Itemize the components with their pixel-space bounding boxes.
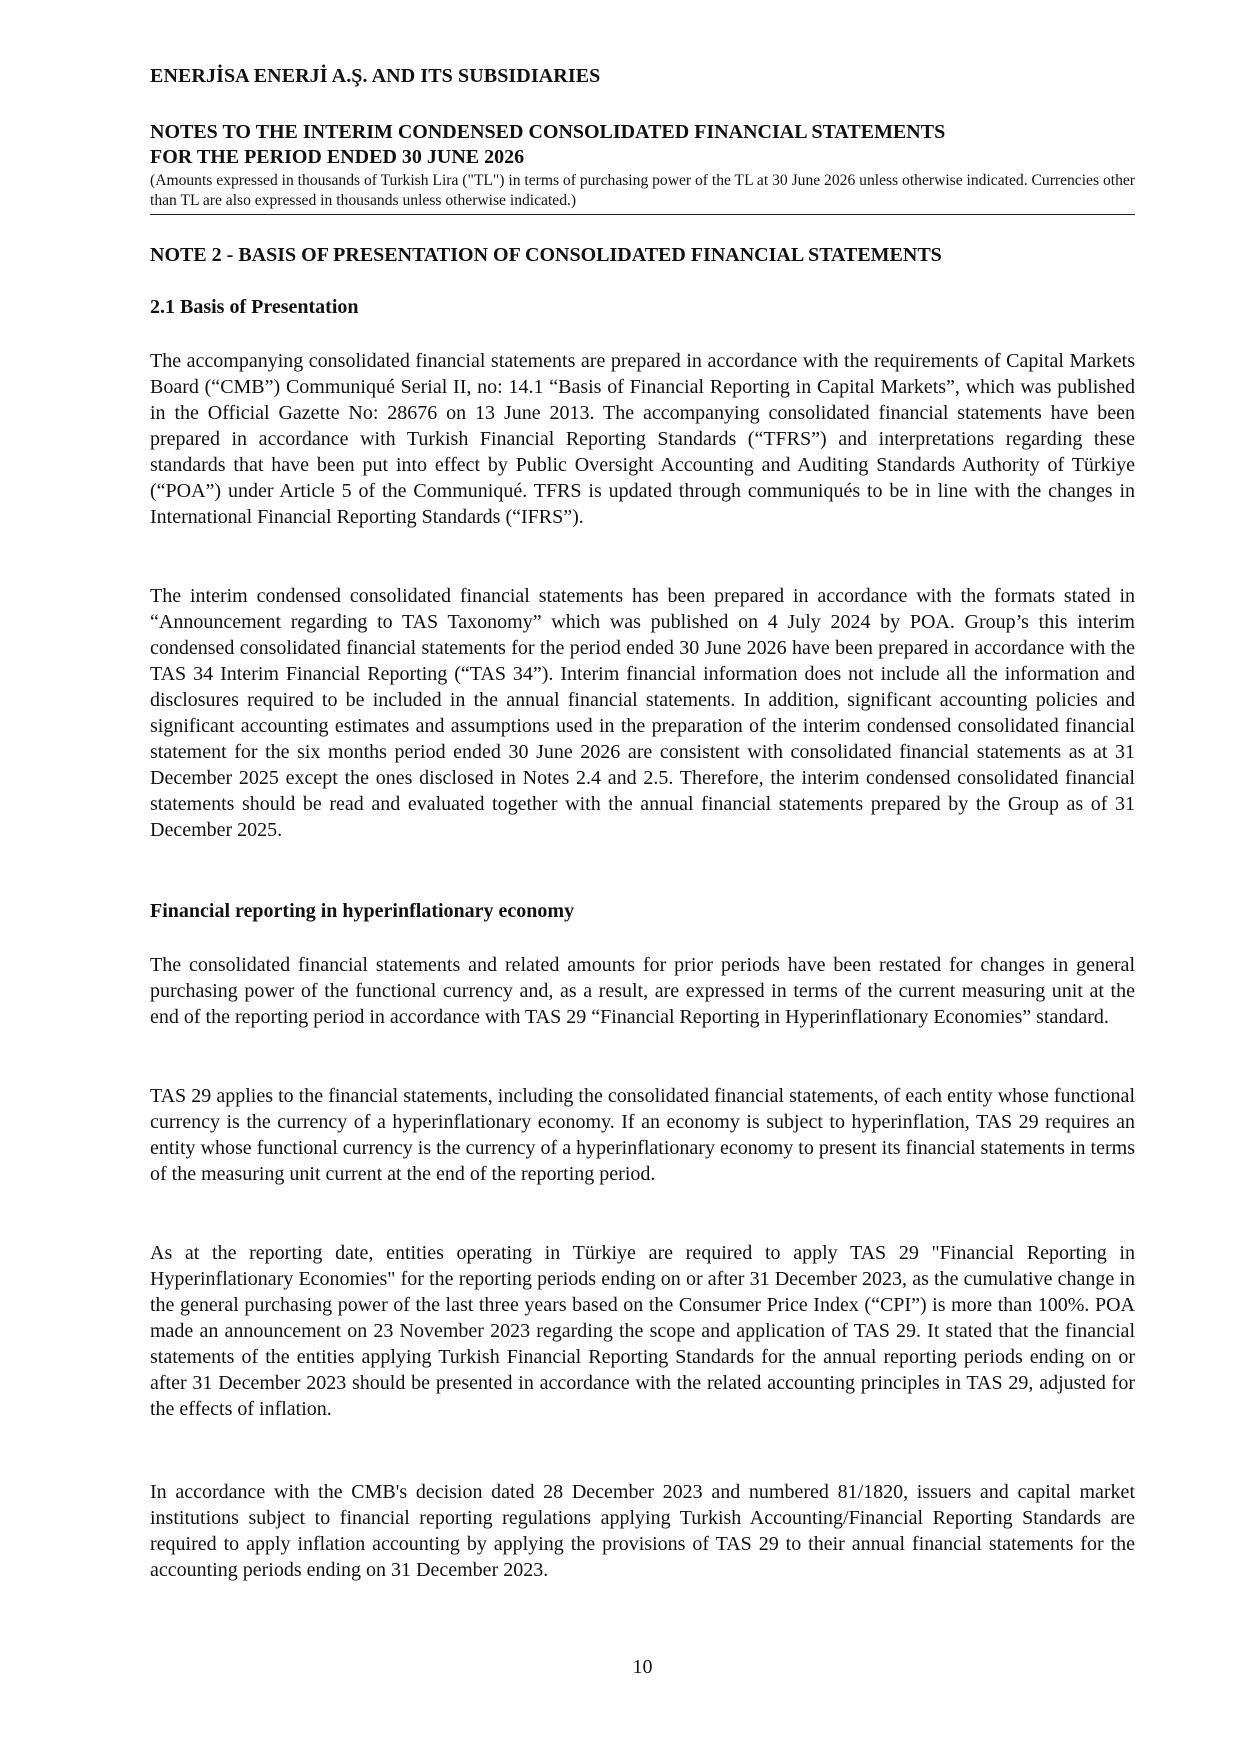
paragraph: As at the reporting date, entities operating in Türkiye are required to apply TAS 29 "Financial Reporting in Hyperinflationary Economies" for the reporting periods ending on or after 31 December 2023, as the cumulative change in the general purchasing power of the last three years based on the Consumer Price Index (“CPI”) is more than 100%. POA made an announcement on 23 November 2023 regarding the scope and application of TAS 29. It stated that the financial statements of the entities applying Turkish Financial Reporting Standards for the annual reporting periods ending on or after 31 December 2023 should be presented in accordance with the related accounting principles in TAS 29, adjusted for the effects of inflation. (150, 1242, 1135, 1420)
paragraph: In accordance with the CMB's decision dated 28 December 2023 and numbered 81/1820, issuers and capital market institutions subject to financial reporting regulations applying Turkish Accounting/Financial Reporting Standards are required to apply inflation accounting by applying the provisions of TAS 29 to their annual financial statements for the accounting periods ending on 31 December 2023. (150, 1481, 1135, 1581)
document-title-line-2: FOR THE PERIOD ENDED 30 JUNE 2026 (150, 146, 525, 168)
paragraph: The consolidated financial statements and related amounts for prior periods have been restated for changes in general purchasing power of the functional currency and, as a result, are expressed in terms of the current measuring unit at the end of the reporting period in accordance with TAS 29 “Financial Reporting in Hyperinflationary Economies” standard. (150, 954, 1135, 1028)
document-title (150, 120, 1135, 170)
paragraph: TAS 29 applies to the financial statements, including the consolidated financial statements, of each entity whose functional currency is the currency of a hyperinflationary economy. If an economy is subject to hyperinflation, TAS 29 requires an entity whose functional currency is the currency of a hyperinflationary economy to present its financial statements in terms of the measuring unit current at the end of the reporting period. (150, 1085, 1135, 1185)
section-heading-basis-of-presentation: 2.1 Basis of Presentation (150, 296, 359, 318)
page-number: 10 (632, 1656, 653, 1678)
company-name: ENERJİSA ENERJİ A.Ş. AND ITS SUBSIDIARIES (150, 65, 601, 87)
note-heading: NOTE 2 - BASIS OF PRESENTATION OF CONSOLIDATED FINANCIAL STATEMENTS (150, 244, 942, 266)
amounts-note: (Amounts expressed in thousands of Turkish Lira ("TL") in terms of purchasing power of the TL at 30 June 2026 unless otherwise indicated. Currencies other than TL are also expressed in thousands unless otherwise indicated.) (150, 172, 1135, 209)
header-divider (150, 214, 1135, 215)
paragraph: The interim condensed consolidated financial statements has been prepared in accordance with the formats stated in “Announcement regarding to TAS Taxonomy” which was published on 4 July 2024 by POA. Group’s this interim condensed consolidated financial statements for the period ended 30 June 2026 have been prepared in accordance with the TAS 34 Interim Financial Reporting (“TAS 34”). Interim financial information does not include all the information and disclosures required to be included in the annual financial statements. In addition, significant accounting policies and significant accounting estimates and assumptions used in the preparation of the interim condensed consolidated financial statement for the six months period ended 30 June 2026 are consistent with consolidated financial statements as at 31 December 2025 except the ones disclosed in Notes 2.4 and 2.5. Therefore, the interim condensed consolidated financial statements should be read and evaluated together with the annual financial statements prepared by the Group as of 31 December 2025. (150, 585, 1135, 841)
paragraph: The accompanying consolidated financial statements are prepared in accordance with the requirements of Capital Markets Board (“CMB”) Communiqué Serial II, no: 14.1 “Basis of Financial Reporting in Capital Markets”, which was published in the Official Gazette No: 28676 on 13 June 2013. The accompanying consolidated financial statements have been prepared in accordance with Turkish Financial Reporting Standards (“TFRS”) and interpretations regarding these standards that have been put into effect by Public Oversight Accounting and Auditing Standards Authority of Türkiye (“POA”) under Article 5 of the Communiqué. TFRS is updated through communiqués to be in line with the changes in International Financial Reporting Standards (“IFRS”). (150, 350, 1135, 528)
section-heading-hyperinflation: Financial reporting in hyperinflationary economy (150, 900, 575, 922)
document-page (150, 0, 1135, 1755)
document-title-line-1: NOTES TO THE INTERIM CONDENSED CONSOLIDATED FINANCIAL STATEMENTS (150, 121, 946, 143)
